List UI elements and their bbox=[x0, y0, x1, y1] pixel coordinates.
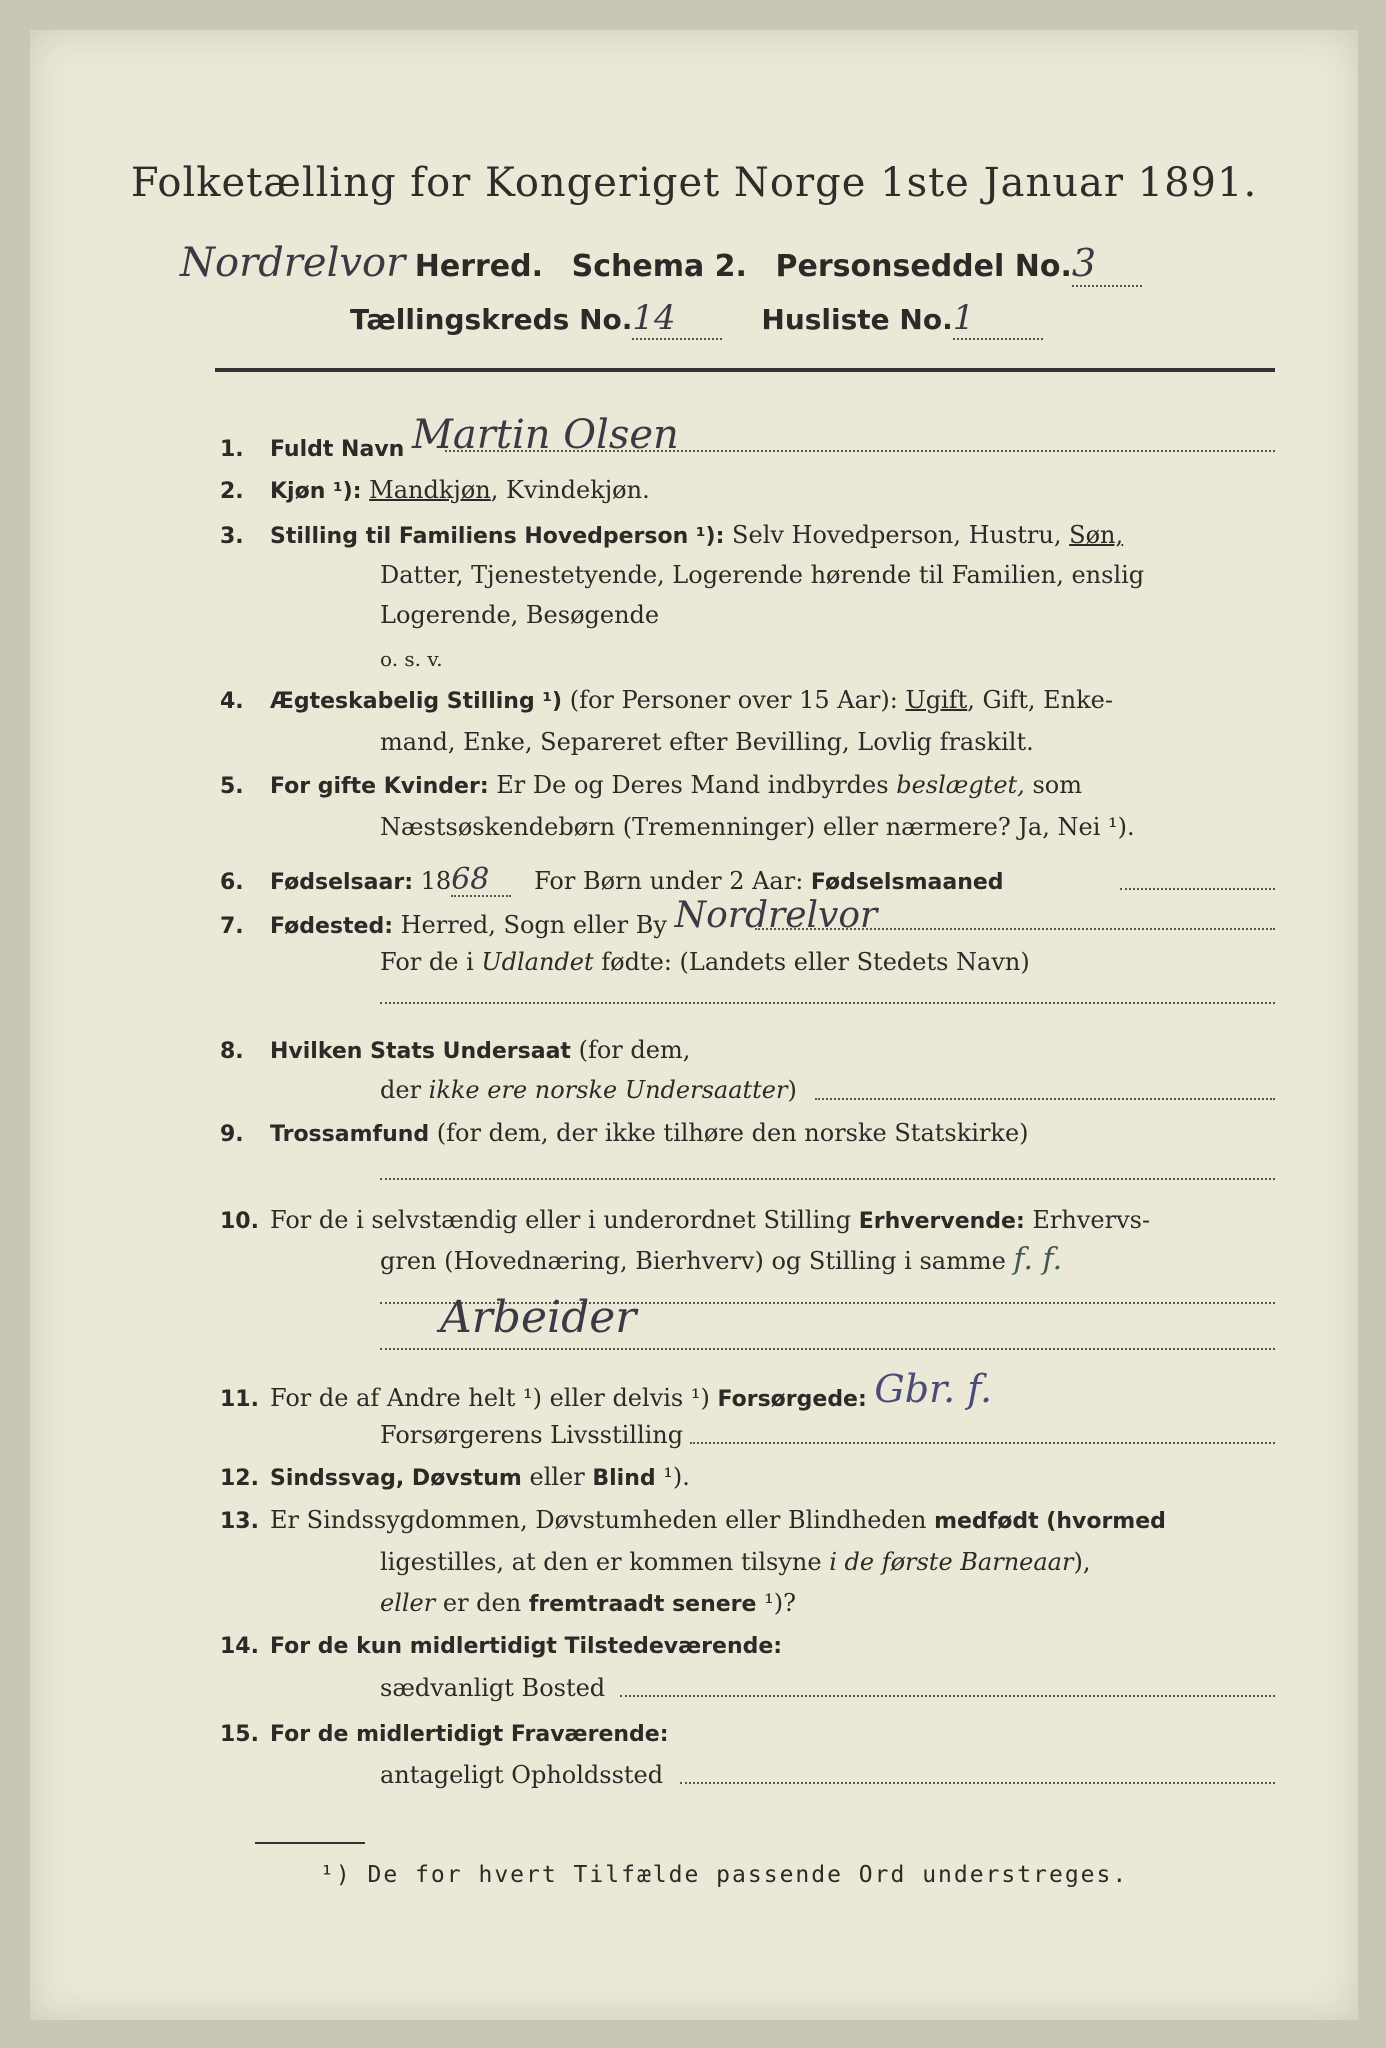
birthplace-label: Fødested: bbox=[270, 914, 393, 939]
item-number: 5. bbox=[220, 774, 244, 799]
sex-option-male: Mandkjøn bbox=[369, 476, 491, 504]
family-position-options: Selv Hovedperson, Hustru, bbox=[732, 521, 1070, 549]
answer-line bbox=[380, 1002, 1275, 1004]
husliste-value: 1 bbox=[953, 298, 1043, 340]
family-position-label: Stilling til Familiens Hovedperson ¹): bbox=[270, 524, 725, 549]
schema-label: Schema 2. bbox=[571, 249, 747, 284]
text: ), bbox=[1073, 1548, 1091, 1576]
text: gren (Hovednæring, Bierhverv) og Stilling i samme bbox=[380, 1247, 1006, 1275]
disability-text: eller bbox=[521, 1463, 593, 1491]
birth-year-label: Fødselsaar: bbox=[270, 870, 413, 895]
answer-line bbox=[1120, 888, 1275, 890]
item-8-line-2 bbox=[380, 1075, 797, 1105]
item-14-line-2: sædvanligt Bosted bbox=[380, 1674, 606, 1702]
text: For de i bbox=[380, 948, 482, 976]
footnote-rule bbox=[255, 1842, 365, 1844]
item-number: 7. bbox=[220, 914, 244, 939]
answer-line bbox=[690, 1442, 1275, 1444]
kreds-value: 14 bbox=[632, 298, 722, 340]
text: ) bbox=[787, 1076, 797, 1104]
citizenship-text: (for dem, bbox=[570, 1036, 691, 1064]
temporary-present-label: For de kun midlertidigt Tilstedeværende: bbox=[270, 1634, 783, 1659]
census-form-page bbox=[30, 30, 1358, 2020]
item-number: 10. bbox=[220, 1209, 259, 1234]
congenital-label: medfødt bbox=[934, 1509, 1039, 1534]
item-number: 4. bbox=[220, 689, 244, 714]
item-9 bbox=[220, 1118, 1029, 1150]
item-number: 9. bbox=[220, 1122, 244, 1147]
item-3-line-4: o. s. v. bbox=[380, 647, 443, 671]
item-4 bbox=[220, 685, 1113, 717]
birthplace-text: Herred, Sogn eller By bbox=[393, 911, 667, 939]
disability-rest: ¹). bbox=[655, 1463, 690, 1491]
text: ligestilles, at den er kommen tilsyne bbox=[380, 1548, 830, 1576]
item-11 bbox=[220, 1367, 993, 1415]
marital-status-rest: , Gift, Enke- bbox=[967, 686, 1113, 714]
item-number: 14. bbox=[220, 1634, 259, 1659]
congenital-rest: (hvormed bbox=[1038, 1509, 1166, 1534]
personseddel-label: Personseddel No. bbox=[775, 249, 1072, 284]
text-italic: i de første Barneaar bbox=[829, 1548, 1074, 1576]
text: ¹)? bbox=[756, 1589, 796, 1617]
personseddel-value: 3 bbox=[1072, 241, 1142, 287]
birthplace-value: Nordrelvor bbox=[674, 895, 878, 936]
religion-label: Trossamfund bbox=[270, 1122, 430, 1147]
form-title: Folketælling for Kongeriget Norge 1ste Januar 1891. bbox=[130, 160, 1258, 206]
marital-status-label: Ægteskabelig Stilling ¹) bbox=[270, 689, 563, 714]
item-13 bbox=[220, 1505, 1166, 1537]
item-number: 12. bbox=[220, 1466, 259, 1491]
blind-label: Blind bbox=[592, 1466, 656, 1491]
supported-text: For de af Andre helt ¹) eller delvis ¹) bbox=[270, 1384, 718, 1412]
married-women-text: Er De og Deres Mand indbyrdes bbox=[488, 771, 897, 799]
full-name-label: Fuldt Navn bbox=[270, 437, 405, 462]
marital-status-text: (for Personer over 15 Aar): bbox=[569, 686, 906, 714]
disability-label: Sindssvag, Døvstum bbox=[270, 1466, 522, 1491]
item-number: 15. bbox=[220, 1722, 259, 1747]
occupation-label: Erhvervende: bbox=[858, 1209, 1025, 1234]
full-name-value: Martin Olsen bbox=[411, 412, 679, 458]
item-15-line-2: antageligt Opholdssted bbox=[380, 1761, 664, 1789]
item-10-line-2 bbox=[380, 1242, 1063, 1277]
item-13-line-3 bbox=[380, 1588, 796, 1620]
item-7 bbox=[220, 895, 878, 942]
birth-month-label: Fødselsmaaned bbox=[810, 870, 1004, 895]
married-women-italic: beslægtet, bbox=[896, 771, 1025, 799]
item-4-line-2: mand, Enke, Separeret efter Bevilling, Lovlig fraskilt. bbox=[380, 728, 1034, 756]
herred-value: Nordrelvor bbox=[180, 240, 406, 286]
text: der bbox=[380, 1076, 429, 1104]
family-position-selected: Søn, bbox=[1069, 521, 1124, 549]
item-3 bbox=[220, 520, 1123, 552]
herred-line bbox=[180, 240, 1142, 287]
answer-line bbox=[445, 450, 1275, 452]
item-number: 6. bbox=[220, 870, 244, 895]
item-10 bbox=[220, 1205, 1150, 1237]
item-number: 3. bbox=[220, 524, 244, 549]
religion-text: (for dem, der ikke tilhøre den norske Statskirke) bbox=[429, 1119, 1029, 1147]
married-women-rest: som bbox=[1024, 771, 1082, 799]
item-number: 2. bbox=[220, 479, 244, 504]
text: fødte: (Landets eller Stedets Navn) bbox=[593, 948, 1030, 976]
herred-label: Herred. bbox=[414, 249, 544, 284]
married-women-label: For gifte Kvinder: bbox=[270, 774, 489, 799]
occupation-value: Arbeider bbox=[440, 1292, 637, 1343]
kreds-label: Tællingskreds No. bbox=[350, 303, 633, 336]
text-bold: fremtraadt senere bbox=[528, 1592, 757, 1617]
item-5-line-2: Næstsøskendebørn (Tremenninger) eller nærmere? Ja, Nei ¹). bbox=[380, 813, 1135, 841]
birth-year-prefix: 18 bbox=[420, 867, 452, 895]
answer-line bbox=[380, 1178, 1275, 1180]
footnote: ¹) De for hvert Tilfælde passende Ord understreges. bbox=[320, 1862, 1129, 1888]
citizenship-label: Hvilken Stats Undersaat bbox=[270, 1039, 571, 1064]
sex-label: Kjøn ¹): bbox=[270, 479, 362, 504]
item-12 bbox=[220, 1462, 690, 1494]
item-2 bbox=[220, 475, 650, 507]
supported-label: Forsørgede: bbox=[717, 1387, 867, 1412]
item-number: 8. bbox=[220, 1039, 244, 1064]
answer-line bbox=[380, 1348, 1275, 1350]
item-8 bbox=[220, 1035, 690, 1067]
kreds-line bbox=[350, 298, 1043, 340]
header-rule bbox=[215, 368, 1275, 372]
item-number: 1. bbox=[220, 437, 244, 462]
marital-status-selected: Ugift bbox=[905, 686, 968, 714]
answer-line bbox=[680, 1782, 1275, 1784]
occupation-rest: Erhvervs- bbox=[1024, 1206, 1151, 1234]
text-italic: eller bbox=[380, 1589, 436, 1617]
text-italic: Udlandet bbox=[481, 948, 594, 976]
item-15 bbox=[220, 1718, 669, 1750]
answer-line bbox=[755, 928, 1275, 930]
item-3-line-2: Datter, Tjenestetyende, Logerende hørende til Familien, enslig bbox=[380, 561, 1145, 589]
sex-option-female: , Kvindekjøn. bbox=[490, 476, 650, 504]
item-1 bbox=[220, 412, 679, 465]
occupation-text: For de i selvstændig eller i underordnet Stilling bbox=[270, 1206, 859, 1234]
item-14 bbox=[220, 1630, 782, 1662]
item-3-line-3: Logerende, Besøgende bbox=[380, 601, 660, 629]
occupation-mark: f. f. bbox=[1013, 1242, 1063, 1277]
item-5 bbox=[220, 770, 1082, 802]
answer-line bbox=[620, 1695, 1275, 1697]
husliste-label: Husliste No. bbox=[761, 303, 953, 336]
item-6 bbox=[220, 862, 1004, 898]
supported-value: Gbr. f. bbox=[874, 1367, 993, 1411]
item-7-line-2 bbox=[380, 947, 1030, 977]
congenital-text: Er Sindssygdommen, Døvstumheden eller Blindheden bbox=[270, 1506, 935, 1534]
text: er den bbox=[435, 1589, 529, 1617]
temporary-absent-label: For de midlertidigt Fraværende: bbox=[270, 1722, 669, 1747]
birth-month-text: For Børn under 2 Aar: bbox=[534, 867, 811, 895]
item-number: 11. bbox=[220, 1387, 259, 1412]
answer-line bbox=[815, 1098, 1275, 1100]
birth-year-value: 68 bbox=[451, 865, 511, 897]
item-number: 13. bbox=[220, 1509, 259, 1534]
item-11-line-2: Forsørgerens Livsstilling bbox=[380, 1421, 684, 1449]
item-13-line-2 bbox=[380, 1547, 1090, 1577]
text-italic: ikke ere norske Undersaatter bbox=[428, 1076, 788, 1104]
